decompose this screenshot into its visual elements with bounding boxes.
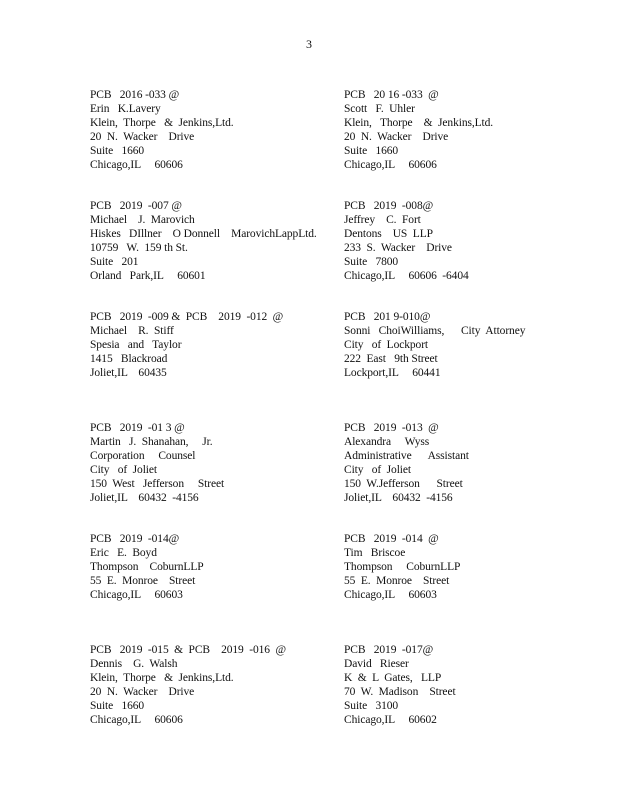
address-line: 70 W. Madison Street — [344, 686, 456, 698]
case-reference: PCB 20 16 -033 @ — [344, 89, 439, 101]
address-block — [90, 532, 335, 643]
address-line: Chicago,IL 60603 — [344, 589, 437, 601]
case-reference: PCB 2019 -017@ — [344, 644, 434, 656]
address-line: 20 N. Wacker Drive — [90, 686, 195, 698]
address-line: City of Lockport — [344, 339, 429, 351]
recipient-name: Dennis G. Walsh — [90, 658, 178, 670]
address-line: Klein, Thorpe & Jenkins,Ltd. — [344, 117, 494, 129]
recipient-name: Eric E. Boyd — [90, 547, 157, 559]
address-block — [344, 421, 589, 532]
address-line: Suite 1660 — [90, 700, 145, 712]
address-line: Thompson CoburnLLP — [90, 561, 204, 573]
recipient-name: Erin K.Lavery — [90, 103, 161, 115]
address-line: Chicago,IL 60606 — [344, 159, 437, 171]
case-reference: PCB 2019 -014@ — [90, 533, 180, 545]
address-line: Chicago,IL 60602 — [344, 714, 437, 726]
address-line: Klein, Thorpe & Jenkins,Ltd. — [90, 672, 234, 684]
address-line: Spesia and Taylor — [90, 339, 182, 351]
recipient-name: Martin J. Shanahan, Jr. — [90, 436, 213, 448]
recipient-name: David Rieser — [344, 658, 409, 670]
address-line: Suite 3100 — [344, 700, 399, 712]
case-reference: PCB 2019 -01 3 @ — [90, 422, 185, 434]
recipient-name: Alexandra Wyss — [344, 436, 430, 448]
address-line: 55 E. Monroe Street — [90, 575, 196, 587]
address-line: 10759 W. 159 th St. — [90, 242, 188, 254]
address-line: Dentons US LLP — [344, 228, 433, 240]
recipient-name: Sonni ChoiWilliams, City Attorney — [344, 325, 526, 337]
case-reference: PCB 2019 -015 & PCB 2019 -016 @ — [90, 644, 286, 656]
address-line: Chicago,IL 60606 -6404 — [344, 270, 469, 282]
right-column — [344, 88, 589, 754]
address-block — [90, 643, 335, 754]
address-line: City of Joliet — [344, 464, 411, 476]
address-line: Chicago,IL 60603 — [90, 589, 183, 601]
address-line: Joliet,IL 60435 — [90, 367, 167, 379]
address-block — [90, 199, 335, 310]
address-line: Suite 201 — [90, 256, 139, 268]
address-line: 1415 Blackroad — [90, 353, 168, 365]
case-reference: PCB 2019 -013 @ — [344, 422, 439, 434]
case-reference: PCB 2019 -009 & PCB 2019 -012 @ — [90, 311, 284, 323]
address-line: 150 West Jefferson Street — [90, 478, 225, 490]
address-line: Orland Park,IL 60601 — [90, 270, 206, 282]
address-line: 150 W.Jefferson Street — [344, 478, 463, 490]
address-line: Corporation Counsel — [90, 450, 196, 462]
address-line: Lockport,IL 60441 — [344, 367, 441, 379]
address-line: Suite 7800 — [344, 256, 399, 268]
address-line: 55 E. Monroe Street — [344, 575, 450, 587]
left-column — [90, 88, 335, 754]
case-reference: PCB 2019 -014 @ — [344, 533, 439, 545]
address-line: Thompson CoburnLLP — [344, 561, 461, 573]
case-reference: PCB 201 9-010@ — [344, 311, 431, 323]
address-block — [90, 310, 335, 421]
address-block — [90, 88, 335, 199]
address-line: Suite 1660 — [344, 145, 399, 157]
address-line: 222 East 9th Street — [344, 353, 438, 365]
address-line: Joliet,IL 60432 -4156 — [344, 492, 453, 504]
recipient-name: Michael J. Marovich — [90, 214, 195, 226]
address-block — [344, 643, 589, 754]
recipient-name: Tim Briscoe — [344, 547, 406, 559]
address-block — [344, 199, 589, 310]
address-line: 20 N. Wacker Drive — [90, 131, 195, 143]
address-line: Hiskes DIllner O Donnell MarovichLappLtd. — [90, 228, 317, 240]
address-line: Suite 1660 — [90, 145, 145, 157]
recipient-name: Michael R. Stiff — [90, 325, 174, 337]
address-line: Administrative Assistant — [344, 450, 469, 462]
address-line: K & L Gates, LLP — [344, 672, 442, 684]
address-line: Chicago,IL 60606 — [90, 159, 183, 171]
address-line: City of Joliet — [90, 464, 157, 476]
address-block — [344, 532, 589, 643]
page-number: 3 — [306, 37, 312, 51]
address-line: 233 S. Wacker Drive — [344, 242, 452, 254]
address-block — [344, 310, 589, 421]
address-line: Chicago,IL 60606 — [90, 714, 183, 726]
case-reference: PCB 2019 -008@ — [344, 200, 434, 212]
recipient-name: Scott F. Uhler — [344, 103, 415, 115]
case-reference: PCB 2019 -007 @ — [90, 200, 182, 212]
address-block — [90, 421, 335, 532]
address-line: 20 N. Wacker Drive — [344, 131, 449, 143]
address-line: Joliet,IL 60432 -4156 — [90, 492, 199, 504]
address-line: Klein, Thorpe & Jenkins,Ltd. — [90, 117, 234, 129]
address-block — [344, 88, 589, 199]
recipient-name: Jeffrey C. Fort — [344, 214, 421, 226]
case-reference: PCB 2016 -033 @ — [90, 89, 180, 101]
